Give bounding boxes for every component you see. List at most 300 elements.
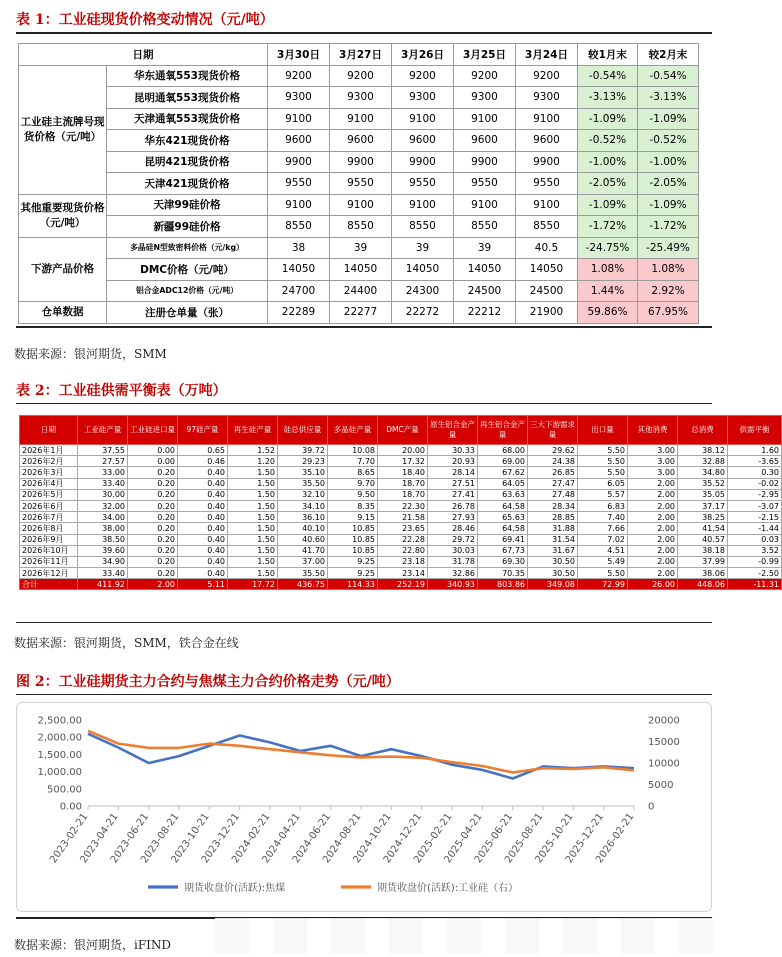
table2-source: 数据来源：银河期货，SMM，铁合金在线 bbox=[14, 636, 239, 650]
x-tick-label: 2023-02-21 bbox=[48, 811, 91, 866]
t2-value-cell: 0.20 bbox=[128, 512, 178, 523]
t2-value-cell: 64.58 bbox=[478, 523, 528, 534]
t2-value-cell: 2.00 bbox=[628, 500, 678, 511]
t2-value-cell: 0.20 bbox=[128, 556, 178, 567]
t2-value-cell: -0.02 bbox=[728, 478, 782, 489]
chart-frame bbox=[17, 703, 712, 912]
t1-header-cell: 3月25日 bbox=[454, 44, 516, 66]
t1-price-cell: 22272 bbox=[392, 302, 454, 324]
t2-value-cell: 10.85 bbox=[328, 534, 378, 545]
x-tick-label: 2024-06-21 bbox=[290, 811, 334, 866]
t2-value-cell: 32.86 bbox=[428, 568, 478, 579]
t2-value-cell: 5.50 bbox=[578, 445, 628, 456]
t2-value-cell: 0.00 bbox=[128, 445, 178, 456]
t1-header-cell: 3月27日 bbox=[330, 44, 392, 66]
t1-change-cell: -0.54% bbox=[578, 65, 638, 87]
t2-value-cell: 8.65 bbox=[328, 467, 378, 478]
t2-value-cell: 26.85 bbox=[528, 467, 578, 478]
t2-value-cell: 37.55 bbox=[78, 445, 128, 456]
t2-value-cell: 1.50 bbox=[228, 534, 278, 545]
t2-value-cell: 27.47 bbox=[528, 478, 578, 489]
t2-value-cell: 38.25 bbox=[678, 512, 728, 523]
t1-item-name: 天津通氧553现货价格 bbox=[107, 108, 268, 130]
t2-value-cell: 10.08 bbox=[328, 445, 378, 456]
t1-price-cell: 9550 bbox=[516, 173, 578, 195]
t2-value-cell: 0.40 bbox=[178, 534, 228, 545]
t1-row bbox=[19, 302, 699, 324]
t2-value-cell: 20.93 bbox=[428, 456, 478, 467]
t2-value-cell: 69.41 bbox=[478, 534, 528, 545]
t1-price-cell: 9600 bbox=[516, 130, 578, 152]
t2-value-cell: 5.50 bbox=[578, 568, 628, 579]
t1-header-cell: 3月24日 bbox=[516, 44, 578, 66]
t1-price-cell: 9100 bbox=[516, 108, 578, 130]
t1-change-cell: 1.08% bbox=[578, 259, 638, 281]
t1-price-cell: 9200 bbox=[268, 65, 330, 87]
t1-price-cell: 9300 bbox=[516, 87, 578, 109]
x-tick-label: 2024-08-21 bbox=[321, 811, 364, 866]
t2-header-cell: 原生铝合金产量 bbox=[428, 416, 478, 445]
t1-price-cell: 9900 bbox=[454, 151, 516, 173]
t1-change-cell: 1.44% bbox=[578, 280, 638, 302]
x-tick-label: 2025-02-21 bbox=[412, 811, 455, 866]
t2-value-cell: 33.40 bbox=[78, 568, 128, 579]
t2-value-cell: 0.40 bbox=[178, 545, 228, 556]
t2-value-cell: 27.51 bbox=[428, 478, 478, 489]
t2-header-cell: 供需平衡 bbox=[728, 416, 782, 445]
t2-value-cell: 27.41 bbox=[428, 489, 478, 500]
t1-price-cell: 39 bbox=[454, 237, 516, 259]
t1-price-cell: 9100 bbox=[392, 194, 454, 216]
t2-value-cell: 0.40 bbox=[178, 489, 228, 500]
figure2-source: 数据来源：银河期货，iFIND bbox=[14, 938, 172, 952]
t2-value-cell: 37.00 bbox=[278, 556, 328, 567]
t1-price-cell: 24700 bbox=[268, 280, 330, 302]
t2-value-cell: 9.25 bbox=[328, 568, 378, 579]
t2-value-cell: 2.00 bbox=[128, 579, 178, 590]
t2-value-cell: 30.00 bbox=[78, 489, 128, 500]
t2-value-cell: 24.38 bbox=[528, 456, 578, 467]
t2-value-cell: 0.40 bbox=[178, 512, 228, 523]
t2-value-cell: 4.51 bbox=[578, 545, 628, 556]
t1-price-cell: 9200 bbox=[392, 65, 454, 87]
t2-month-cell: 2026年4月 bbox=[20, 478, 78, 489]
t2-value-cell: 34.90 bbox=[78, 556, 128, 567]
t2-value-cell: 1.50 bbox=[228, 478, 278, 489]
t1-change-cell: -2.05% bbox=[578, 173, 638, 195]
t1-change-cell: 1.08% bbox=[638, 259, 699, 281]
t2-value-cell: 0.20 bbox=[128, 478, 178, 489]
t1-price-cell: 22212 bbox=[454, 302, 516, 324]
t2-value-cell: 17.32 bbox=[378, 456, 428, 467]
t1-price-cell: 8550 bbox=[268, 216, 330, 238]
x-tick-label: 2025-06-21 bbox=[472, 811, 516, 866]
t1-change-cell: -1.09% bbox=[578, 194, 638, 216]
t1-change-cell: -0.52% bbox=[578, 130, 638, 152]
t1-row bbox=[19, 173, 699, 195]
t2-row bbox=[20, 534, 782, 545]
t1-price-cell: 9100 bbox=[268, 108, 330, 130]
t2-row bbox=[20, 467, 782, 478]
t2-header-cell: 再生硅产量 bbox=[228, 416, 278, 445]
t2-value-cell: 0.03 bbox=[728, 534, 782, 545]
t2-value-cell: 26.78 bbox=[428, 500, 478, 511]
t2-value-cell: 2.00 bbox=[628, 512, 678, 523]
y-left-tick-label: 0.00 bbox=[59, 801, 82, 813]
t1-price-cell: 8550 bbox=[392, 216, 454, 238]
t2-month-cell: 2026年12月 bbox=[20, 568, 78, 579]
t2-value-cell: 18.70 bbox=[378, 478, 428, 489]
t1-header-cell: 较2月末 bbox=[638, 44, 699, 66]
t1-price-cell: 8550 bbox=[454, 216, 516, 238]
t2-value-cell: -2.95 bbox=[728, 489, 782, 500]
t1-change-cell: -0.54% bbox=[638, 65, 699, 87]
t2-value-cell: 0.20 bbox=[128, 467, 178, 478]
t1-price-cell: 9300 bbox=[392, 87, 454, 109]
t1-price-cell: 9550 bbox=[330, 173, 392, 195]
t2-value-cell: 70.35 bbox=[478, 568, 528, 579]
t2-value-cell: 5.57 bbox=[578, 489, 628, 500]
t1-price-cell: 9900 bbox=[516, 151, 578, 173]
t2-header-cell: 97硅产量 bbox=[178, 416, 228, 445]
t2-value-cell: 35.05 bbox=[678, 489, 728, 500]
y-left-tick-label: 500.00 bbox=[47, 784, 82, 796]
t2-value-cell: 17.72 bbox=[228, 579, 278, 590]
t2-value-cell: 36.10 bbox=[278, 512, 328, 523]
table1-source: 数据来源：银河期货，SMM bbox=[14, 347, 167, 361]
t1-row bbox=[19, 194, 699, 216]
t2-value-cell: 38.18 bbox=[678, 545, 728, 556]
t2-value-cell: 6.05 bbox=[578, 478, 628, 489]
t1-item-name: 天津421现货价格 bbox=[107, 173, 268, 195]
t2-value-cell: 3.00 bbox=[628, 467, 678, 478]
t2-value-cell: 32.88 bbox=[678, 456, 728, 467]
t2-month-cell: 2026年5月 bbox=[20, 489, 78, 500]
t2-value-cell: 10.85 bbox=[328, 523, 378, 534]
t2-value-cell: 349.08 bbox=[528, 579, 578, 590]
t2-value-cell: 5.49 bbox=[578, 556, 628, 567]
t2-value-cell: 252.19 bbox=[378, 579, 428, 590]
t2-month-cell: 2026年9月 bbox=[20, 534, 78, 545]
t2-row bbox=[20, 489, 782, 500]
t2-value-cell: 0.40 bbox=[178, 467, 228, 478]
t2-value-cell: 33.40 bbox=[78, 478, 128, 489]
t2-value-cell: 1.50 bbox=[228, 556, 278, 567]
t1-item-name: 新疆99硅价格 bbox=[107, 216, 268, 238]
t1-change-cell: -1.72% bbox=[578, 216, 638, 238]
t2-value-cell: -2.15 bbox=[728, 512, 782, 523]
x-tick-label: 2023-12-21 bbox=[199, 811, 243, 866]
t1-price-cell: 22289 bbox=[268, 302, 330, 324]
t1-change-cell: -2.05% bbox=[638, 173, 699, 195]
t1-item-name: 华东421现货价格 bbox=[107, 130, 268, 152]
t1-price-cell: 14050 bbox=[454, 259, 516, 281]
t2-value-cell: 18.70 bbox=[378, 489, 428, 500]
t2-value-cell: 27.48 bbox=[528, 489, 578, 500]
t2-value-cell: 1.50 bbox=[228, 467, 278, 478]
t2-value-cell: 448.06 bbox=[678, 579, 728, 590]
t1-change-cell: 2.92% bbox=[638, 280, 699, 302]
t1-price-cell: 9300 bbox=[268, 87, 330, 109]
t2-row bbox=[20, 445, 782, 456]
t2-value-cell: 29.72 bbox=[428, 534, 478, 545]
x-tick-label: 2023-10-21 bbox=[169, 811, 212, 866]
x-tick-label: 2024-04-21 bbox=[260, 811, 303, 866]
t2-header-cell: 日期 bbox=[20, 416, 78, 445]
t2-value-cell: 0.40 bbox=[178, 523, 228, 534]
t1-price-cell: 24300 bbox=[392, 280, 454, 302]
t2-value-cell: 1.50 bbox=[228, 489, 278, 500]
t2-value-cell: 40.60 bbox=[278, 534, 328, 545]
t2-value-cell: 38.50 bbox=[78, 534, 128, 545]
price-trend-chart bbox=[16, 702, 712, 912]
t1-price-cell: 9550 bbox=[268, 173, 330, 195]
t2-value-cell: 0.20 bbox=[128, 489, 178, 500]
t1-change-cell: -3.13% bbox=[578, 87, 638, 109]
t1-group-label: 其他重要现货价格（元/吨） bbox=[19, 194, 107, 237]
t2-value-cell: 23.65 bbox=[378, 523, 428, 534]
t1-price-cell: 14050 bbox=[268, 259, 330, 281]
t2-value-cell: 9.15 bbox=[328, 512, 378, 523]
t1-item-name: 注册仓单量（张） bbox=[107, 302, 268, 324]
t2-value-cell: 21.58 bbox=[378, 512, 428, 523]
t1-price-cell: 9600 bbox=[392, 130, 454, 152]
t1-price-cell: 39 bbox=[330, 237, 392, 259]
t2-value-cell: 2.00 bbox=[628, 568, 678, 579]
t1-row bbox=[19, 216, 699, 238]
t1-row bbox=[19, 87, 699, 109]
t2-header-cell: 出口量 bbox=[578, 416, 628, 445]
t2-value-cell: 30.33 bbox=[428, 445, 478, 456]
t1-price-cell: 24500 bbox=[516, 280, 578, 302]
t2-value-cell: 9.25 bbox=[328, 556, 378, 567]
t2-value-cell: 32.10 bbox=[278, 489, 328, 500]
t2-value-cell: 34.00 bbox=[78, 512, 128, 523]
t2-value-cell: 114.33 bbox=[328, 579, 378, 590]
t2-value-cell: 39.60 bbox=[78, 545, 128, 556]
t2-month-cell: 2026年2月 bbox=[20, 456, 78, 467]
t2-value-cell: 35.50 bbox=[278, 478, 328, 489]
t2-value-cell: 28.85 bbox=[528, 512, 578, 523]
t2-month-cell: 2026年11月 bbox=[20, 556, 78, 567]
figure2-title: 图 2：工业硅期货主力合约与焦煤主力合约价格走势（元/吨） bbox=[16, 674, 400, 690]
t1-change-cell: -3.13% bbox=[638, 87, 699, 109]
t1-item-name: DMC价格（元/吨） bbox=[107, 259, 268, 281]
t1-header-cell: 3月26日 bbox=[392, 44, 454, 66]
t1-price-cell: 14050 bbox=[516, 259, 578, 281]
t2-value-cell: -11.31 bbox=[728, 579, 782, 590]
t2-value-cell: 1.60 bbox=[728, 445, 782, 456]
y-right-tick-label: 15000 bbox=[648, 737, 680, 748]
t1-price-cell: 9100 bbox=[268, 194, 330, 216]
t2-value-cell: 1.20 bbox=[228, 456, 278, 467]
t2-value-cell: 10.85 bbox=[328, 545, 378, 556]
t1-price-cell: 40.5 bbox=[516, 237, 578, 259]
table2-bottom-rule bbox=[16, 622, 712, 623]
t2-value-cell: 26.00 bbox=[628, 579, 678, 590]
t2-value-cell: 63.63 bbox=[478, 489, 528, 500]
y-right-tick-label: 5000 bbox=[648, 780, 674, 791]
t2-total-row bbox=[20, 579, 782, 590]
t2-header-cell: 多晶硅产量 bbox=[328, 416, 378, 445]
t2-value-cell: 35.10 bbox=[278, 467, 328, 478]
t1-price-cell: 9550 bbox=[454, 173, 516, 195]
t1-price-cell: 9600 bbox=[330, 130, 392, 152]
t2-value-cell: 40.10 bbox=[278, 523, 328, 534]
t2-value-cell: 38.12 bbox=[678, 445, 728, 456]
t1-change-cell: -1.09% bbox=[638, 108, 699, 130]
x-tick-label: 2025-12-21 bbox=[563, 811, 607, 866]
figure2-top-rule bbox=[16, 694, 712, 695]
t2-month-cell: 合计 bbox=[20, 579, 78, 590]
t2-row bbox=[20, 523, 782, 534]
table1-title: 表 1：工业硅现货价格变动情况（元/吨） bbox=[16, 12, 274, 28]
t2-value-cell: 40.57 bbox=[678, 534, 728, 545]
t2-value-cell: 28.46 bbox=[428, 523, 478, 534]
t1-change-cell: -1.00% bbox=[578, 151, 638, 173]
t2-header-cell: 三大下游需求量 bbox=[528, 416, 578, 445]
t2-value-cell: 37.99 bbox=[678, 556, 728, 567]
t2-value-cell: 30.50 bbox=[528, 556, 578, 567]
t2-value-cell: 2.00 bbox=[628, 523, 678, 534]
t2-value-cell: 1.50 bbox=[228, 523, 278, 534]
t2-row bbox=[20, 568, 782, 579]
t2-month-cell: 2026年7月 bbox=[20, 512, 78, 523]
t2-value-cell: 0.46 bbox=[178, 456, 228, 467]
t2-value-cell: 41.70 bbox=[278, 545, 328, 556]
t1-change-cell: -0.52% bbox=[638, 130, 699, 152]
t2-value-cell: 27.93 bbox=[428, 512, 478, 523]
t2-value-cell: -2.50 bbox=[728, 568, 782, 579]
y-left-tick-label: 1,000.00 bbox=[37, 767, 82, 779]
x-tick-label: 2023-06-21 bbox=[108, 811, 152, 866]
t2-value-cell: -3.07 bbox=[728, 500, 782, 511]
t2-value-cell: 69.00 bbox=[478, 456, 528, 467]
t2-value-cell: 29.23 bbox=[278, 456, 328, 467]
t2-value-cell: 38.00 bbox=[78, 523, 128, 534]
t2-value-cell: 35.52 bbox=[678, 478, 728, 489]
table2-top-rule bbox=[16, 403, 712, 404]
t1-header-cell: 3月30日 bbox=[268, 44, 330, 66]
t2-value-cell: 0.20 bbox=[128, 568, 178, 579]
t1-item-name: 昆明421现货价格 bbox=[107, 151, 268, 173]
t2-value-cell: 20.00 bbox=[378, 445, 428, 456]
t2-row bbox=[20, 556, 782, 567]
t2-value-cell: 27.57 bbox=[78, 456, 128, 467]
y-right-tick-label: 0 bbox=[648, 801, 655, 813]
t1-group-label: 下游产品价格 bbox=[19, 237, 107, 302]
t2-value-cell: 31.67 bbox=[528, 545, 578, 556]
t2-header-cell: 再生铝合金产量 bbox=[478, 416, 528, 445]
t1-price-cell: 9100 bbox=[330, 194, 392, 216]
t2-value-cell: 803.86 bbox=[478, 579, 528, 590]
t2-value-cell: 411.92 bbox=[78, 579, 128, 590]
t2-value-cell: 29.62 bbox=[528, 445, 578, 456]
watermark bbox=[215, 918, 715, 954]
y-left-tick-label: 2,000.00 bbox=[37, 732, 82, 744]
t2-month-cell: 2026年10月 bbox=[20, 545, 78, 556]
y-left-tick-label: 1,500.00 bbox=[37, 749, 82, 761]
t2-value-cell: 3.00 bbox=[628, 456, 678, 467]
t1-price-cell: 14050 bbox=[392, 259, 454, 281]
t2-value-cell: 28.34 bbox=[528, 500, 578, 511]
t1-price-cell: 9100 bbox=[454, 108, 516, 130]
legend-label: 期货收盘价(活跃):工业硅（右） bbox=[377, 883, 519, 894]
t2-value-cell: 2.00 bbox=[628, 478, 678, 489]
t1-price-cell: 9300 bbox=[330, 87, 392, 109]
t1-price-cell: 14050 bbox=[330, 259, 392, 281]
t2-value-cell: 0.20 bbox=[128, 500, 178, 511]
t1-price-cell: 9100 bbox=[516, 194, 578, 216]
t1-price-cell: 9900 bbox=[268, 151, 330, 173]
t1-price-cell: 39 bbox=[392, 237, 454, 259]
t2-value-cell: 39.72 bbox=[278, 445, 328, 456]
t1-item-name: 多晶硅N型致密料价格（元/kg） bbox=[107, 237, 268, 259]
t2-value-cell: 1.50 bbox=[228, 500, 278, 511]
t2-value-cell: 1.50 bbox=[228, 545, 278, 556]
t1-row bbox=[19, 130, 699, 152]
t2-month-cell: 2026年3月 bbox=[20, 467, 78, 478]
t2-header-cell: 工业硅进口量 bbox=[128, 416, 178, 445]
spot-price-table bbox=[18, 43, 699, 324]
t2-value-cell: 8.35 bbox=[328, 500, 378, 511]
t1-item-name: 天津99硅价格 bbox=[107, 194, 268, 216]
t1-item-name: 华东通氧553现货价格 bbox=[107, 65, 268, 87]
t2-value-cell: 0.40 bbox=[178, 500, 228, 511]
t1-row bbox=[19, 280, 699, 302]
t2-value-cell: -3.65 bbox=[728, 456, 782, 467]
t2-value-cell: 32.00 bbox=[78, 500, 128, 511]
t2-value-cell: 1.50 bbox=[228, 512, 278, 523]
t2-header-cell: 总消费 bbox=[678, 416, 728, 445]
t2-value-cell: 5.11 bbox=[178, 579, 228, 590]
t1-item-name: 昆明通氧553现货价格 bbox=[107, 87, 268, 109]
x-tick-label: 2023-04-21 bbox=[78, 811, 121, 866]
t2-value-cell: 2.00 bbox=[628, 545, 678, 556]
t2-value-cell: 68.00 bbox=[478, 445, 528, 456]
t2-value-cell: 0.20 bbox=[128, 534, 178, 545]
t2-value-cell: 0.20 bbox=[128, 523, 178, 534]
t2-value-cell: 34.10 bbox=[278, 500, 328, 511]
t2-value-cell: 67.62 bbox=[478, 467, 528, 478]
t1-price-cell: 9600 bbox=[268, 130, 330, 152]
t1-row bbox=[19, 65, 699, 87]
t2-month-cell: 2026年1月 bbox=[20, 445, 78, 456]
t2-value-cell: 7.70 bbox=[328, 456, 378, 467]
table2-title: 表 2：工业硅供需平衡表（万吨） bbox=[16, 383, 227, 399]
t2-value-cell: 9.50 bbox=[328, 489, 378, 500]
t2-month-cell: 2026年6月 bbox=[20, 500, 78, 511]
t1-header-cell: 日期 bbox=[19, 44, 268, 66]
t1-price-cell: 9200 bbox=[330, 65, 392, 87]
t2-value-cell: 30.50 bbox=[528, 568, 578, 579]
y-right-tick-label: 10000 bbox=[648, 758, 680, 770]
x-tick-label: 2024-12-21 bbox=[381, 811, 425, 866]
t1-header-cell: 较1月末 bbox=[578, 44, 638, 66]
t1-row bbox=[19, 237, 699, 259]
t1-price-cell: 9600 bbox=[454, 130, 516, 152]
t1-row bbox=[19, 259, 699, 281]
t2-value-cell: 22.30 bbox=[378, 500, 428, 511]
t1-change-cell: 67.95% bbox=[638, 302, 699, 324]
t2-value-cell: 67.73 bbox=[478, 545, 528, 556]
t2-value-cell: 33.00 bbox=[78, 467, 128, 478]
t2-header-cell: 其他消费 bbox=[628, 416, 678, 445]
t2-value-cell: 0.20 bbox=[128, 545, 178, 556]
t1-change-cell: -1.09% bbox=[638, 194, 699, 216]
t2-row bbox=[20, 500, 782, 511]
t2-value-cell: 7.02 bbox=[578, 534, 628, 545]
